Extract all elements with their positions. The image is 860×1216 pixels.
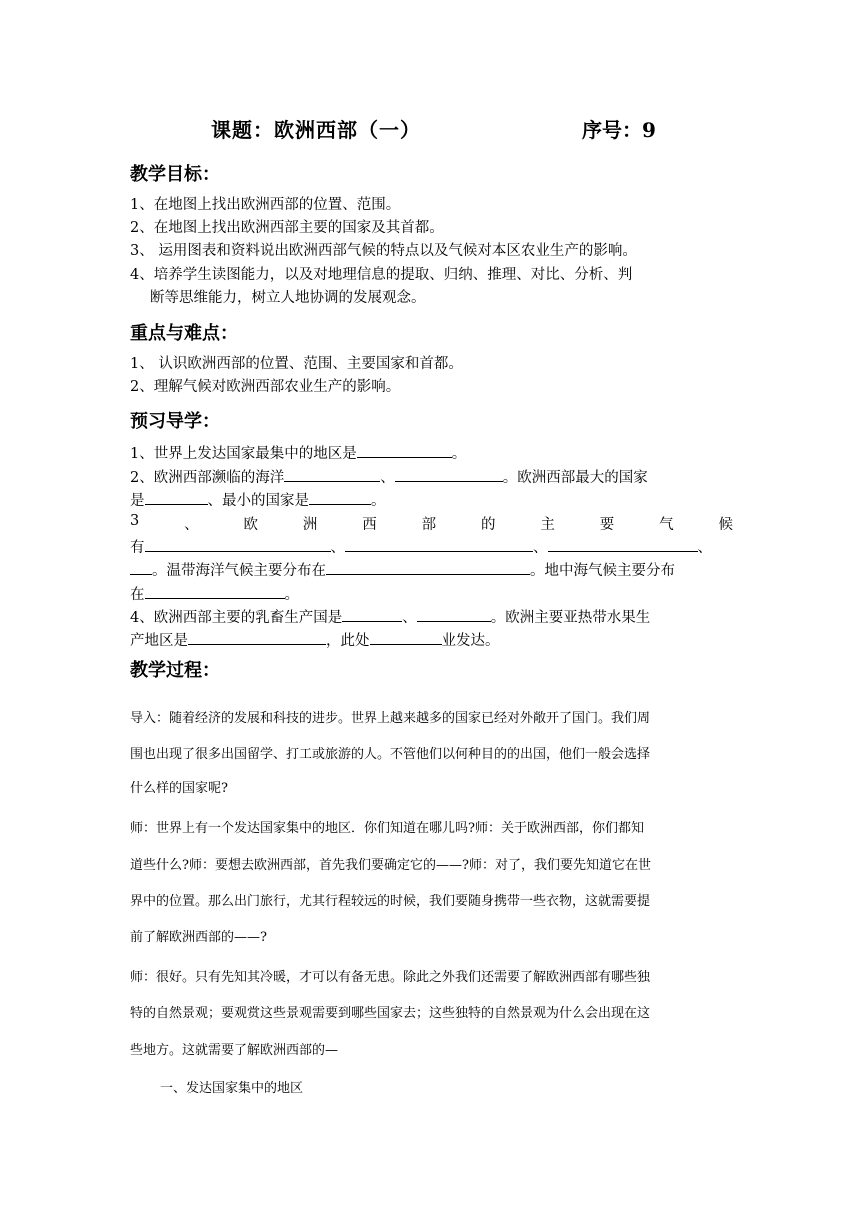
preview-question-3-cont bbox=[130, 535, 712, 559]
objective-item: 1、在地图上找出欧洲西部的位置、范围。 bbox=[130, 197, 401, 213]
process-paragraph: 师：很好。只有先知其冷暖，才可以有备无患。除此之外我们还需要了解欧洲西部有哪些独 bbox=[130, 970, 651, 985]
question-text: 、 bbox=[697, 540, 712, 556]
answer-blank[interactable] bbox=[145, 535, 331, 552]
preview-heading: 预习导学： bbox=[130, 411, 220, 432]
process-paragraph: 导入：随着经济的发展和科技的进步。世界上越来越多的国家已经对外敞开了国门。我们周 bbox=[130, 711, 651, 726]
keypoint-item: 1、 认识欧洲西部的位置、范围、主要国家和首都。 bbox=[130, 356, 463, 372]
question-text: 。欧洲主要亚热带水果生 bbox=[490, 610, 651, 626]
serial-number: 序号：9 bbox=[582, 118, 656, 142]
process-paragraph: 师：世界上有一个发达国家集中的地区．你们知道在哪儿吗?师：关于欧洲西部，你们都知 bbox=[130, 821, 644, 836]
objective-item: 3、 运用图表和资料说出欧洲西部气候的特点以及气候对本区农业生产的影响。 bbox=[130, 243, 637, 259]
objective-item: 4、培养学生读图能力，以及对地理信息的提取、归纳、推理、对比、分析、判 bbox=[130, 267, 633, 283]
question-text: 。 bbox=[371, 493, 386, 509]
answer-blank[interactable] bbox=[130, 558, 152, 575]
lesson-title: 课题：欧洲西部（一） bbox=[211, 118, 421, 142]
question-text: 。欧洲西部最大的国家 bbox=[502, 470, 648, 486]
question-text: 业发达。 bbox=[441, 633, 500, 649]
question-text: 。 bbox=[451, 446, 467, 462]
question-text: 、 bbox=[330, 540, 345, 556]
answer-blank[interactable] bbox=[370, 628, 442, 645]
answer-blank[interactable] bbox=[417, 605, 491, 622]
answer-blank[interactable] bbox=[345, 535, 533, 552]
process-paragraph: 围也出现了很多出国留学、打工或旅游的人。不管他们以何种目的的出国，他们一般会选择 bbox=[130, 747, 651, 762]
question-char: 气 bbox=[659, 517, 674, 533]
preview-question-4-cont bbox=[130, 628, 500, 652]
answer-blank[interactable] bbox=[188, 628, 326, 645]
keypoint-item: 2、理解气候对欧洲西部农业生产的影响。 bbox=[130, 379, 401, 395]
question-char: 部 bbox=[421, 517, 437, 533]
preview-question-2 bbox=[130, 465, 648, 489]
section-subheading: 一、发达国家集中的地区 bbox=[160, 1081, 304, 1096]
question-text: 。地中海气候主要分布 bbox=[530, 563, 675, 579]
answer-blank[interactable] bbox=[357, 441, 452, 458]
answer-blank[interactable] bbox=[326, 558, 530, 575]
process-paragraph: 前了解欧洲西部的——? bbox=[130, 930, 267, 945]
question-text: 、 bbox=[533, 540, 548, 556]
keypoints-heading: 重点与难点： bbox=[130, 323, 238, 344]
question-text: 1、世界上发达国家最集中的地区是 bbox=[130, 446, 357, 462]
question-char: 西 bbox=[362, 517, 377, 533]
question-text: 在 bbox=[130, 587, 145, 603]
answer-blank[interactable] bbox=[145, 582, 285, 599]
question-text: ，此处 bbox=[326, 633, 370, 649]
question-text: 2、欧洲西部濒临的海洋 bbox=[130, 470, 285, 486]
question-text: 。 bbox=[284, 587, 299, 603]
objective-item: 2、在地图上找出欧洲西部主要的国家及其首都。 bbox=[130, 220, 444, 236]
question-text: 、 bbox=[402, 610, 417, 626]
preview-question-3 bbox=[130, 513, 733, 534]
question-text: 是 bbox=[130, 493, 145, 509]
process-paragraph: 些地方。这就需要了解欧洲西部的— bbox=[130, 1043, 339, 1058]
answer-blank[interactable] bbox=[284, 465, 380, 482]
process-paragraph: 道些什么?师：要想去欧洲西部，首先我们要确定它的——?师：对了，我们要先知道它在世 bbox=[130, 858, 651, 873]
question-text: 4、欧洲西部主要的乳畜生产国是 bbox=[130, 610, 343, 626]
title-row bbox=[0, 114, 860, 144]
preview-question-3-cont bbox=[130, 582, 299, 606]
answer-blank[interactable] bbox=[309, 488, 371, 505]
preview-question-2-cont bbox=[130, 488, 386, 512]
process-heading: 教学过程： bbox=[130, 660, 220, 681]
question-char: 、 bbox=[184, 517, 199, 533]
question-text: 有 bbox=[130, 540, 145, 556]
process-paragraph: 特的自然景观；要观赏这些景观需要到哪些国家去；这些独特的自然景观为什么会出现在这 bbox=[130, 1006, 651, 1021]
question-text: 。温带海洋气候主要分布在 bbox=[152, 563, 326, 579]
objective-item: 断等思维能力，树立人地协调的发展观念。 bbox=[150, 290, 426, 306]
preview-question-3-cont bbox=[130, 558, 675, 582]
objectives-heading: 教学目标： bbox=[130, 164, 220, 185]
question-char: 的 bbox=[480, 517, 496, 533]
preview-question-4 bbox=[130, 605, 650, 629]
answer-blank[interactable] bbox=[548, 535, 698, 552]
process-paragraph: 界中的位置。那么出门旅行，尤其行程较远的时候，我们要随身携带一些衣物，这就需要提 bbox=[130, 894, 651, 909]
question-char: 主 bbox=[540, 517, 555, 533]
process-paragraph: 什么样的国家呢? bbox=[130, 781, 228, 796]
question-char: 3 bbox=[130, 513, 140, 529]
answer-blank[interactable] bbox=[395, 465, 503, 482]
question-char: 洲 bbox=[302, 517, 318, 533]
answer-blank[interactable] bbox=[342, 605, 402, 622]
question-text: 、 bbox=[380, 470, 395, 486]
question-char: 要 bbox=[599, 517, 615, 533]
question-char: 候 bbox=[718, 517, 733, 533]
question-char: 欧 bbox=[243, 517, 258, 533]
question-text: 产地区是 bbox=[130, 633, 188, 649]
preview-question-1 bbox=[130, 441, 466, 465]
answer-blank[interactable] bbox=[145, 488, 208, 505]
question-text: 、最小的国家是 bbox=[207, 493, 309, 509]
